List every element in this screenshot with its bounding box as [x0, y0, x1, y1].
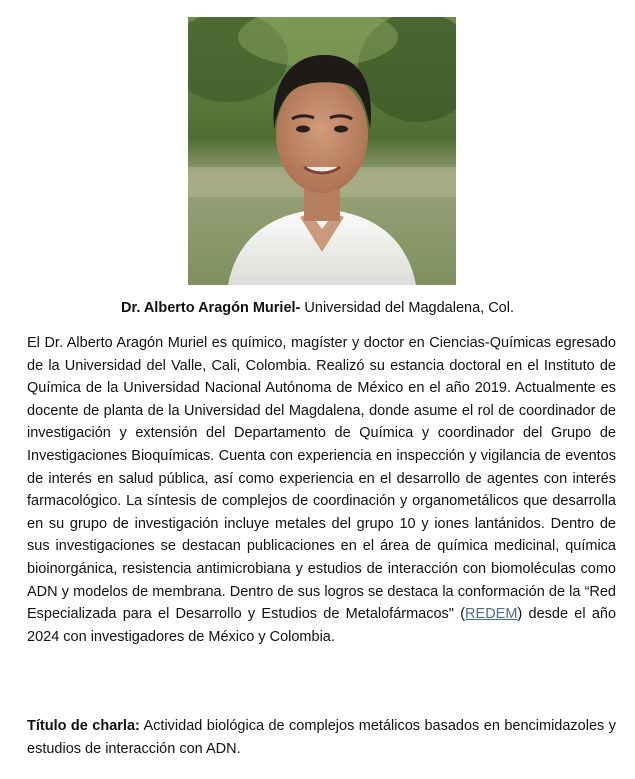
talk-title-text: Actividad biológica de complejos metálicos basados en bencimidazoles y estudios de interacción con ADN. — [27, 718, 616, 757]
speaker-photo — [188, 17, 456, 285]
speaker-affiliation: Universidad del Magdalena, Col. — [300, 300, 514, 316]
speaker-caption — [0, 298, 635, 318]
speaker-name: Dr. Alberto Aragón Muriel- — [121, 300, 301, 316]
talk-label: Título de charla: — [27, 718, 140, 734]
portrait-photo-icon — [188, 17, 456, 285]
bio-text-end: ) desde el año 2024 con investigadores de México y Colombia. — [27, 606, 617, 645]
talk-title — [27, 715, 616, 760]
bio-text: El Dr. Alberto Aragón Muriel es químico, magíster y doctor en Ciencias-Químicas egresado de la Universidad del Valle, Cali, Colombia. Realizó su estancia doctoral en el Instituto de Química de la Universidad Nacional Autónoma de México en el año 2019. Actualmente es docente de planta de la Universidad del Magdalena, donde asume el rol de coordinador de investigación y extensión del Departamento de Química y coordinador del Grupo de Investigaciones Bioquímicas. Cuenta con experiencia en inspección y vigilancia de eventos de interés en salud pública, así como experiencia en el desarrollo de agentes con interés farmacológico. La síntesis de complejos de coordinación y organometálicos que desarrolla en su grupo de investigación incluye metales del grupo 10 y iones lantánidos. Dentro de sus investigaciones se destacan publicaciones en el área de química medicinal, química bioinorgánica, resistencia antimicrobiana y estudios de interacción con biomoléculas como ADN y modelos de membrana. Dentro de sus logros se destaca la conformación de la “Red Especializada para el Desarrollo y Estudios de Metalofármacos" ( — [27, 335, 616, 623]
speaker-bio — [27, 332, 616, 648]
redem-link[interactable]: REDEM — [465, 606, 518, 623]
